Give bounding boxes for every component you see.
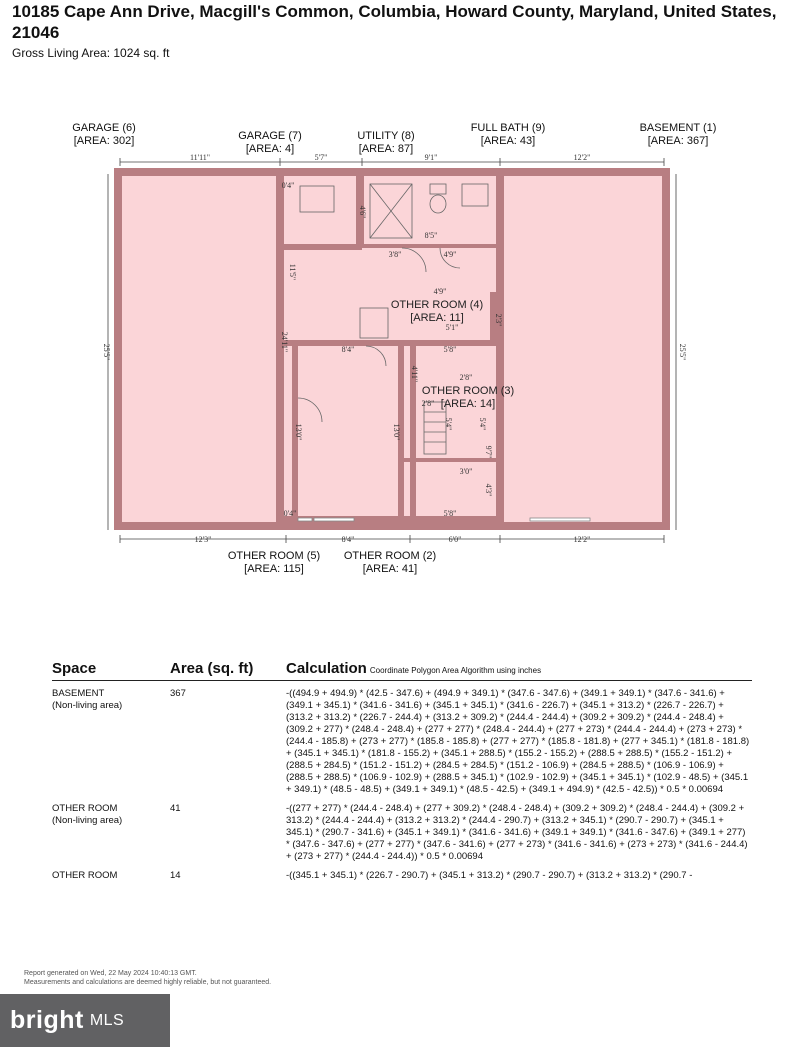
- dim-bottom-3: 6'0": [448, 535, 462, 544]
- room-label-basement-1: BASEMENT (1) [AREA: 367]: [639, 122, 717, 147]
- floor-plan: [0, 112, 800, 582]
- area-table: [52, 655, 752, 882]
- table-row: [52, 803, 752, 863]
- header-calculation: Calculation Coordinate Polygon Area Algorithm using inches: [286, 660, 542, 677]
- row-area: 14: [170, 870, 181, 881]
- row-area: 41: [170, 803, 181, 814]
- dim-inner: 2'3": [494, 313, 503, 327]
- dim-inner: 4'11": [410, 365, 419, 383]
- dim-inner: 5'1": [445, 323, 459, 332]
- room-label-other-room-3-name: OTHER ROOM (3): [421, 385, 515, 397]
- room-label-other-room-5: OTHER ROOM (5) [AREA: 115]: [227, 550, 321, 575]
- dim-right: 25'5": [678, 343, 687, 361]
- row-calc: -((494.9 + 494.9) * (42.5 - 347.6) + (494.9 + 349.1) * (347.6 - 347.6) + (349.1 + 349.1) * (347.6 - 341.6) + (349.1 + 345.1) * (341.6 - 341.6) + (345.1 + 345.1) * (341.6 - 226.7) + (345.1 + 313.2) * (226.7 - 226.7) + (313.2 + 313.2) * (226.7 - 244.4) + (313.2 + 309.2) * (244.4 - 244.4) + (309.2 + 309.2) * (244.4 - 248.4) + (309.2 + 277) * (248.4 - 248.4) + (277 + 277) * (248.4 - 244.4) + (277 + 273) * (244.4 - 244.4) + (273 + 273) * (244.4 - 185.8) + (273 + 277) * (185.8 - 185.8) + (277 + 277) * (185.8 - 181.8) + (277 + 345.1) * (181.8 - 181.8) + (345.1 + 345.1) * (181.8 - 155.2) + (345.1 + 288.5) * (155.2 - 155.2) + (288.5 + 288.5) * (155.2 - 151.2) + (288.5 + 284.5) * (151.2 - 151.2) + (284.5 + 284.5) * (151.2 - 106.9) + (284.5 + 288.5) * (106.9 - 106.9) + (288.5 + 288.5) * (106.9 - 102.9) + (288.5 + 345.1) * (102.9 - 102.9) + (345.1 + 345.1) * (102.9 - 48.5) + (345.1 + 349.1) * (48.5 - 48.5) + (349.1 + 349.1) * (48.5 - 42.5) + (349.1 + 494.9) * (42.5 - 42.5)) * 0.5 * 0.00694: [286, 688, 750, 795]
- dim-inner: 4'6": [358, 205, 367, 219]
- dim-inner: 4'9": [443, 250, 457, 259]
- table-rule: [52, 680, 752, 681]
- dim-inner: 3'0": [459, 467, 473, 476]
- dim-bottom-4: 12'2": [573, 535, 591, 544]
- dim-inner: 5'4": [478, 417, 487, 431]
- dim-top-1: 11'11": [189, 153, 211, 162]
- room-label-other-room-3-area: [AREA: 14]: [440, 398, 496, 410]
- dim-inner: 5'4": [444, 417, 453, 431]
- property-address: 10185 Cape Ann Drive, Macgill's Common, Columbia, Howard County, Maryland, United States, 21046: [12, 2, 777, 42]
- dim-inner: 0'4": [283, 509, 297, 518]
- dim-inner: 8'4": [341, 345, 355, 354]
- room-label-full-bath-9: FULL BATH (9) [AREA: 43]: [470, 122, 546, 147]
- dim-inner: 24'11": [280, 331, 289, 353]
- dim-top-4: 12'2": [573, 153, 591, 162]
- report-header: [12, 0, 788, 60]
- disclaimer: Measurements and calculations are deemed highly reliable, but not guaranteed.: [24, 979, 272, 986]
- row-space: OTHER ROOM (Non-living area): [52, 803, 123, 826]
- floor-plan-drawing: [0, 112, 800, 582]
- bright-mls-logo: [0, 994, 170, 1047]
- dim-bottom-2: 8'4": [341, 535, 355, 544]
- dim-inner: 13'0": [392, 423, 401, 441]
- dim-inner: 8'5": [424, 231, 438, 240]
- row-calc: -((277 + 277) * (244.4 - 248.4) + (277 + 309.2) * (248.4 - 248.4) + (309.2 + 309.2) * (248.4 - 244.4) + (309.2 + 313.2) * (244.4 - 244.4) + (313.2 + 313.2) * (244.4 - 290.7) + (313.2 + 345.1) * (290.7 - 290.7) + (345.1 + 345.1) * (290.7 - 341.6) + (345.1 + 349.1) * (341.6 - 341.6) + (349.1 + 349.1) * (341.6 - 347.6) + (349.1 + 277) * (347.6 - 347.6) + (277 + 277) * (347.6 - 341.6) + (277 + 273) * (341.6 - 341.6) + (273 + 273) * (341.6 - 244.4) + (273 + 277) * (244.4 - 244.4)) * 0.5 * 0.00694: [286, 803, 748, 862]
- dim-inner: 3'8": [388, 250, 402, 259]
- table-row: [52, 688, 752, 796]
- room-label-other-room-2: OTHER ROOM (2) [AREA: 41]: [343, 550, 437, 575]
- dim-inner: 2'8": [459, 373, 473, 382]
- report-footer: [24, 969, 271, 987]
- dim-inner: 11'5": [288, 263, 297, 281]
- row-calc: -((345.1 + 345.1) * (226.7 - 290.7) + (345.1 + 313.2) * (290.7 - 290.7) + (313.2 + 313.2) * (290.7 -: [286, 870, 693, 881]
- room-label-other-room-4-name: OTHER ROOM (4): [390, 299, 484, 311]
- header-space: Space: [52, 660, 97, 677]
- dim-inner: 13'0": [294, 423, 303, 441]
- room-label-other-room-4-area: [AREA: 11]: [410, 312, 464, 324]
- dim-top-2: 5'7": [314, 153, 328, 162]
- row-space: OTHER ROOM: [52, 870, 118, 881]
- room-label-utility-8: UTILITY (8) [AREA: 87]: [357, 130, 415, 155]
- gross-living-area: Gross Living Area: 1024 sq. ft: [12, 46, 170, 60]
- dim-inner: 0'4": [281, 181, 295, 190]
- dim-bottom-1: 12'3": [194, 535, 212, 544]
- logo-mls: MLS: [89, 1011, 125, 1029]
- header-area: Area (sq. ft): [170, 660, 254, 677]
- dim-inner: 9'7": [484, 445, 493, 459]
- table-header: [52, 655, 752, 677]
- dim-inner: 2'8": [421, 399, 435, 408]
- calc-note: Coordinate Polygon Area Algorithm using inches: [369, 666, 542, 675]
- dim-inner: 5'8": [443, 345, 457, 354]
- dim-inner: 4'9": [433, 287, 447, 296]
- room-label-garage-6: GARAGE (6) [AREA: 302]: [72, 122, 136, 147]
- row-space: BASEMENT (Non-living area): [52, 688, 123, 711]
- logo-brand: bright: [10, 1006, 84, 1034]
- room-label-garage-7: GARAGE (7) [AREA: 4]: [238, 130, 302, 155]
- dim-top-3: 9'1": [424, 153, 438, 162]
- generated-date: Report generated on Wed, 22 May 2024 10:40:13 GMT.: [24, 970, 197, 977]
- dim-inner: 5'8": [443, 509, 457, 518]
- table-row: [52, 870, 752, 882]
- row-area: 367: [170, 688, 186, 699]
- dim-left: 25'5": [102, 343, 111, 361]
- dim-inner: 4'3": [484, 483, 493, 497]
